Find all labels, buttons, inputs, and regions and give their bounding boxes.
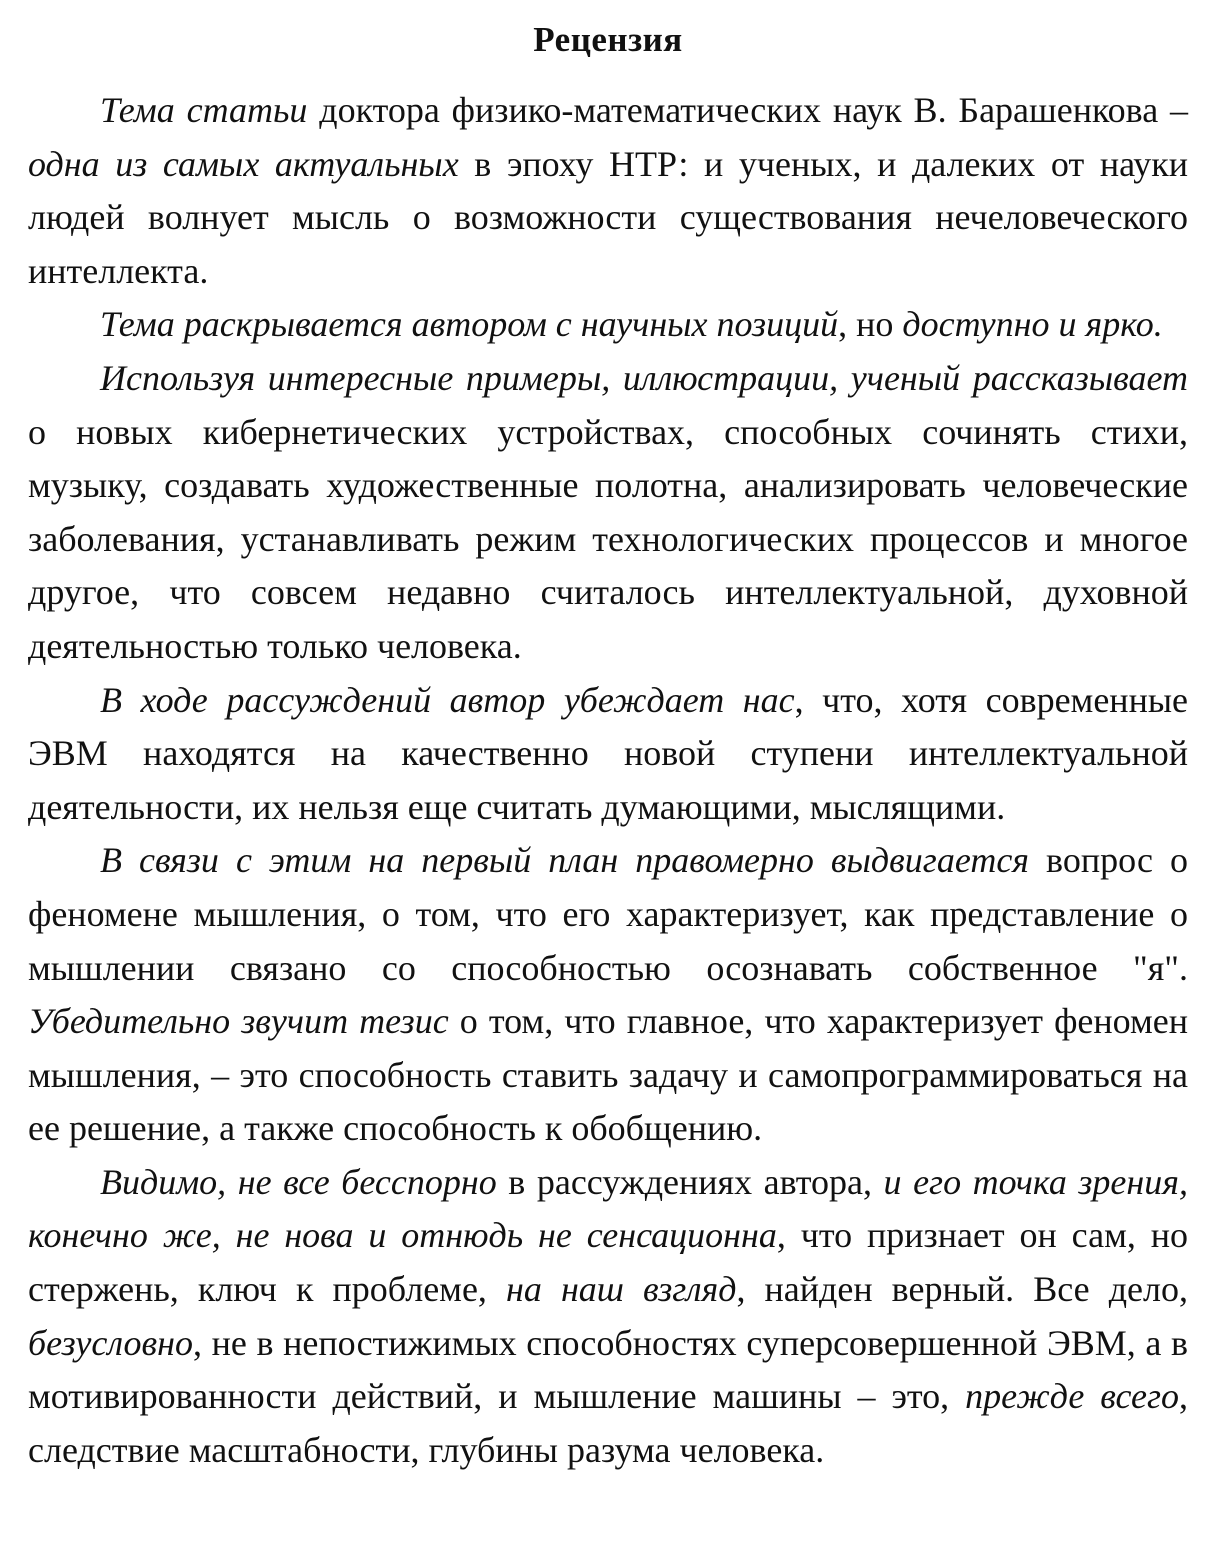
- text-run: вопрос о феномене мышления, о том, что его характеризует, как представление о мышлении связано со способностью осознавать собственное "я".: [28, 840, 1188, 988]
- review-page: [28, 18, 1188, 1477]
- text-run: , но: [838, 304, 903, 345]
- text-run: , что, хотя современные ЭВМ находятся на качественно новой ступени интеллектуальной деятельности, их нельзя еще считать думающими, мыслящими.: [28, 679, 1188, 827]
- text-run: в эпоху НТР: и ученых, и далеких от науки людей волнует мысль о возможности существования нечеловеческого интеллекта.: [28, 143, 1188, 291]
- emphasized-text: доступно и ярко.: [902, 304, 1163, 345]
- text-run: о новых кибернетических устройствах, способных сочинять стихи, музыку, создавать художественные полотна, анализировать человеческие заболевания, устанавливать режим технологических процессов и многое другое, что совсем недавно считалось интеллектуальной, духовной деятельностью только человека.: [28, 411, 1188, 666]
- text-run: , не в непостижимых способностях суперсовершенной ЭВМ, а в мотивированности действий, и мышление машины – это,: [28, 1322, 1188, 1417]
- text-run: , найден верный. Все дело,: [736, 1269, 1188, 1310]
- emphasized-text: Тема статьи: [100, 90, 308, 130]
- text-run: , что признает он сам, но стержень, ключ к проблеме,: [28, 1215, 1188, 1310]
- page-title: Рецензия: [533, 20, 683, 59]
- emphasized-text: на наш взгляд: [506, 1269, 737, 1310]
- emphasized-text: и его точка зрения, конечно же, не нова и отнюдь не сенсационна: [28, 1161, 1188, 1256]
- text-run: о том, что главное, что характеризует феномен мышления, – это способность ставить задачу и самопрограммироваться на ее решение, а также способность к обобщению.: [28, 1001, 1188, 1149]
- emphasized-text: Видимо, не все бесспорно: [100, 1161, 497, 1202]
- review-body: [28, 84, 1188, 1477]
- emphasized-text: Убедительно звучит тезис: [28, 1001, 449, 1042]
- emphasized-text: В связи с этим на первый план правомерно выдвигается: [100, 840, 1030, 881]
- text-run: , следствие масштабности, глубины разума человека.: [28, 1376, 1188, 1470]
- review-paragraph: [28, 834, 1188, 1156]
- emphasized-text: В ходе рассуждений автор убеждает нас: [100, 679, 795, 720]
- review-paragraph: [28, 298, 1188, 352]
- emphasized-text: Используя интересные примеры, иллюстрации, ученый рассказывает: [100, 357, 1188, 398]
- review-paragraph: [28, 674, 1188, 835]
- text-run: доктора физико-математических наук В. Барашенкова –: [307, 90, 1189, 130]
- review-paragraph: [28, 84, 1188, 298]
- emphasized-text: Тема раскрывается автором с научных позиций: [100, 304, 839, 345]
- review-paragraph: [28, 352, 1188, 674]
- emphasized-text: одна из самых актуальных: [28, 143, 459, 184]
- emphasized-text: безусловно: [28, 1322, 193, 1363]
- emphasized-text: прежде всего: [965, 1376, 1179, 1417]
- text-run: в рассуждениях автора,: [496, 1161, 884, 1202]
- review-paragraph: [28, 1156, 1188, 1478]
